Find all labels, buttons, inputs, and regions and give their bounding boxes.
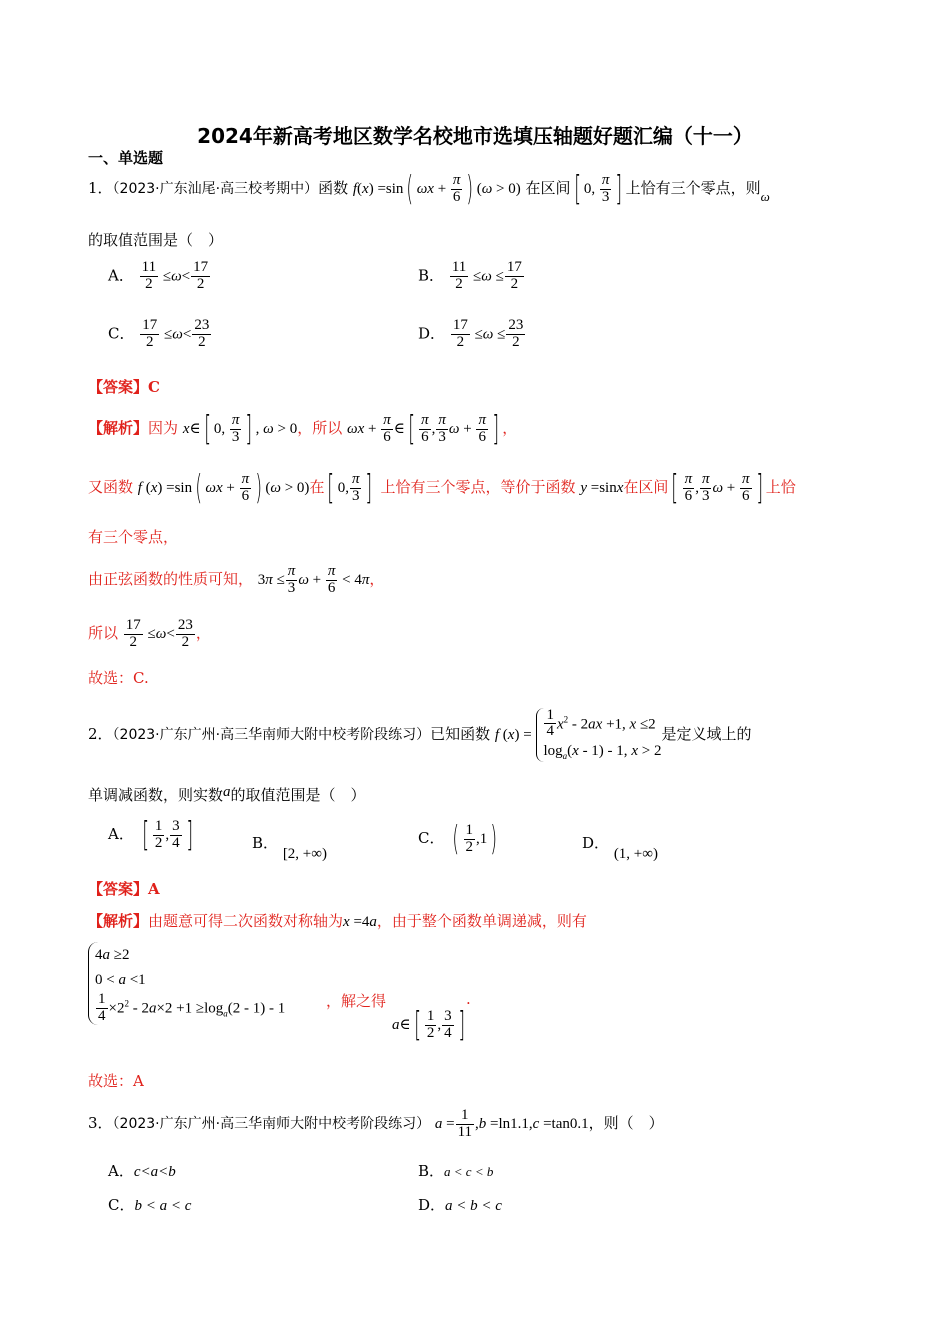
- answer-2: 【答案】A: [88, 880, 160, 898]
- analysis-1-line2: 又函数 f (x) =sin( ωx + $\frac{\pi}{6}$ ) (ω > 0)在[ 0, $\frac{\pi}{3}$ ] 上恰有三个零点，等价于函数 y =sinx在区间[ $\frac{\pi}{6}$ , $\frac{\pi}{3}$ ω + $\frac{\pi}{6}$ ] 上恰: [88, 468, 796, 508]
- text: 上恰有三个零点，等价于函数: [380, 478, 576, 496]
- text: 上恰有三个零点，则: [625, 179, 761, 197]
- option-text: b < a < c: [134, 1198, 192, 1214]
- question-source: （2023·广东广州·高三华南师大附中校考阶段练习）: [112, 727, 431, 743]
- analysis-1-line5: 所以 $\frac{17}{2}$ ≤ω< $\frac{23}{2}$ ，: [88, 616, 211, 650]
- text: 是定义域上的: [661, 725, 752, 743]
- text: ，则（ ）: [588, 1114, 664, 1132]
- option-label: B．: [418, 1162, 445, 1180]
- analysis-tag: 【解析】: [88, 419, 149, 437]
- text: 上恰: [765, 478, 796, 496]
- option-label: C．: [418, 829, 445, 847]
- page-title: 2024年新高考地区数学名校地市选填压轴题好题汇编（十一）: [197, 124, 753, 148]
- question-1-stem: 1．（2023·广东汕尾·高三校考期中）函数 f(x) =sin( ωx + $\frac{\pi}{6}$ ) (ω > 0) 在区间[ 0, $\frac{\pi}{3}$ ] 上恰有三个零点，则ω: [88, 169, 770, 209]
- text: ，由于整个函数单调递减，则有: [376, 912, 587, 930]
- question-2-stem: 2．（2023·广东广州·高三华南师大附中校考阶段练习）已知函数 f (x) = $\frac{1}{4}$ $x^2 - 2ax +1$, x ≤2 $\log_a(x - 1) - 1$, x > 2 是定义域上的: [88, 706, 752, 762]
- analysis-2-solve: ，解之得: [326, 992, 387, 1010]
- question-3-stem: 3．（2023·广东广州·高三华南师大附中校考阶段练习） a = $\frac{1}{11}$ ,b =ln1.1,c =tan0.1，则（ ）: [88, 1106, 664, 1140]
- question-1-line2: 的取值范围是（ ）: [88, 231, 224, 249]
- option-c[interactable]: C． ( $\frac{1}{2}$ ,1): [418, 819, 498, 859]
- option-label: A．: [108, 266, 134, 285]
- analysis-1-line4: 由正弦函数的性质可知， 3π ≤ $\frac{\pi}{3}$ ω + $\frac{\pi}{6}$ < 4π，: [88, 562, 385, 596]
- option-label: A．: [108, 1162, 134, 1180]
- option-label: A．: [108, 825, 134, 843]
- section-heading: 一、单选题: [88, 149, 164, 167]
- text: 的取值范围是（ ）: [230, 786, 366, 804]
- text: ，所以: [297, 419, 343, 437]
- option-label: C．: [108, 1196, 135, 1214]
- question-number: 3．: [88, 1114, 113, 1132]
- answer-1: 【答案】C: [88, 378, 160, 396]
- text: 由正弦函数的性质可知，: [88, 570, 254, 588]
- text: 已知函数: [430, 725, 491, 743]
- text: ，: [502, 419, 518, 437]
- option-text: a < b < c: [445, 1198, 502, 1214]
- option-label: D．: [582, 834, 610, 852]
- analysis-2-conclusion: 故选：A: [88, 1072, 144, 1090]
- option-b[interactable]: B． [2, +∞): [252, 834, 327, 862]
- option-b[interactable]: B． $\frac{11}{2}$ ≤ω ≤ $\frac{17}{2}$: [418, 259, 522, 292]
- analysis-2-line1: 【解析】由题意可得二次函数对称轴为x =4a，由于整个函数单调递减，则有: [88, 912, 587, 930]
- text: 在区间: [623, 478, 669, 496]
- text: 在: [309, 478, 325, 496]
- text: 由题意可得二次函数对称轴为: [148, 912, 344, 930]
- analysis-1-line1: 【解析】因为 x∈[ 0, $\frac{\pi}{3}$ ] , ω > 0，所以 ωx + $\frac{\pi}{6}$ ∈[ $\frac{\pi}{6}$ , $\frac{\pi}{3}$ ω + $\frac{\pi}{6}$ ] ，: [88, 409, 518, 449]
- question-number: 1．: [88, 179, 113, 197]
- option-text: a < c < b: [444, 1164, 494, 1179]
- option-d[interactable]: D． (1, +∞): [582, 834, 658, 862]
- text: 因为: [148, 419, 179, 437]
- text: 在区间: [525, 179, 571, 197]
- question-2-line2: 单调减函数，则实数a的取值范围是（ ）: [88, 784, 366, 804]
- option-a[interactable]: A． $\frac{11}{2}$ ≤ω< $\frac{17}{2}$: [108, 259, 209, 292]
- formula: f: [352, 181, 358, 197]
- question-source: （2023·广东汕尾·高三校考期中）: [112, 181, 319, 197]
- question-source: （2023·广东广州·高三华南师大附中校考阶段练习）: [112, 1116, 431, 1132]
- option-label: B．: [252, 834, 279, 852]
- analysis-2-result: a∈[ $\frac{1}{2}$ , $\frac{3}{4}$ ]: [392, 1005, 465, 1045]
- text: 又函数: [88, 478, 134, 496]
- option-label: D．: [418, 1196, 446, 1214]
- piecewise-function: $\frac{1}{4}$ $x^2 - 2ax +1$, x ≤2 $\log_a(x - 1) - 1$, x > 2: [536, 708, 661, 763]
- option-label: C．: [108, 324, 135, 343]
- option-text: c<a<b: [133, 1164, 176, 1180]
- analysis-tag: 【解析】: [88, 912, 149, 930]
- option-b[interactable]: [418, 1160, 493, 1181]
- text: 函数: [318, 179, 349, 197]
- option-a[interactable]: A． [ $\frac{1}{2}$ , $\frac{3}{4}$ ]: [108, 815, 193, 855]
- analysis-2-period: .: [466, 990, 471, 1008]
- option-a[interactable]: [108, 1160, 176, 1181]
- text: 单调减函数，则实数: [88, 786, 224, 804]
- analysis-1-conclusion: 故选：C.: [88, 669, 149, 687]
- option-c[interactable]: C． $\frac{17}{2}$ ≤ω< $\frac{23}{2}$: [108, 317, 210, 350]
- question-number: 2．: [88, 725, 113, 743]
- option-d[interactable]: D． $\frac{17}{2}$ ≤ω ≤ $\frac{23}{2}$: [418, 317, 524, 350]
- analysis-1-line3: 有三个零点，: [88, 528, 179, 546]
- option-label: D．: [418, 324, 446, 343]
- option-c[interactable]: [108, 1194, 191, 1215]
- option-d[interactable]: [418, 1194, 502, 1215]
- analysis-2-system: 4a ≥2 0 < a <1 $\frac{1}{4}$ $\times 2^2 - 2a\times 2 +1 \ge\log_a(2 - 1) - 1$: [88, 942, 285, 1025]
- option-label: B．: [418, 266, 445, 285]
- text: 所以: [88, 624, 119, 642]
